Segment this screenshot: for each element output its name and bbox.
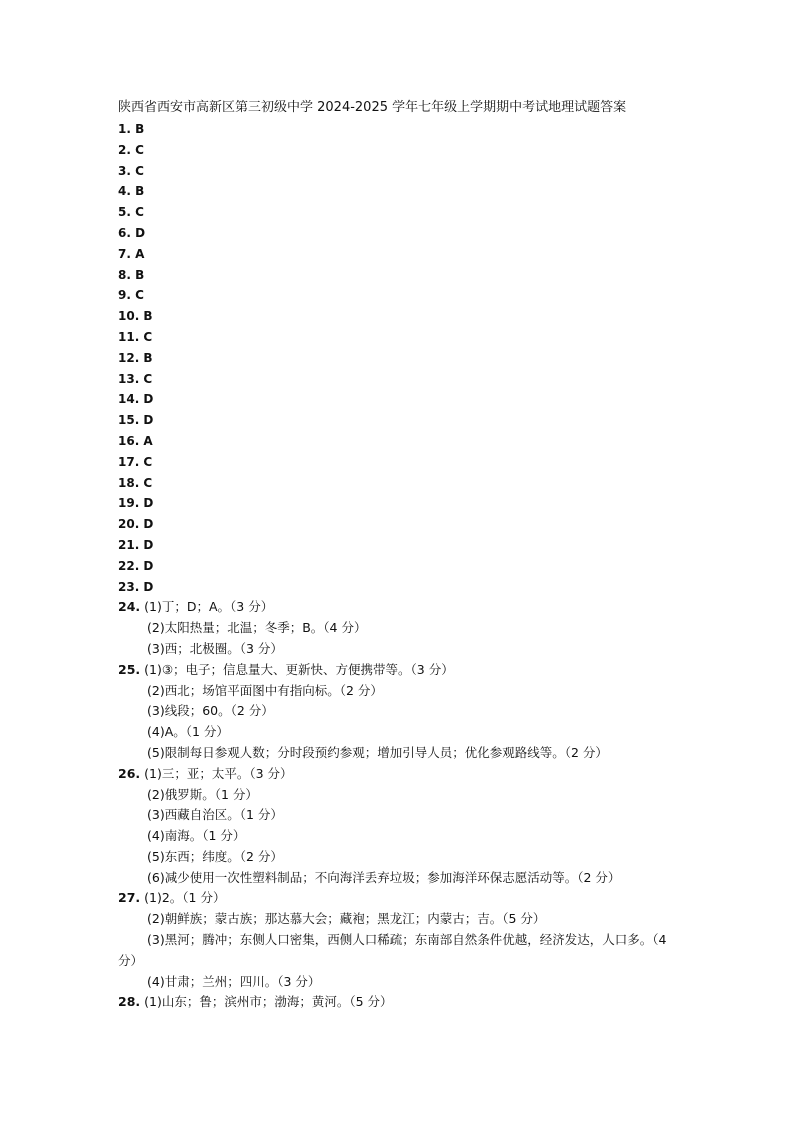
mc-answer-9: 9. C — [118, 288, 144, 303]
mc-answer-11: 11. C — [118, 329, 153, 344]
q27-part-4: (4)甘肃；兰州；四川。（3 分） — [147, 973, 321, 989]
q26-part-3: (3)西藏自治区。（1 分） — [147, 807, 283, 823]
mc-answer-4: 4. B — [118, 184, 145, 199]
q28-number: 28. — [118, 994, 141, 1010]
q26-part-5: (5)东西；纬度。（2 分） — [147, 848, 283, 864]
q25-part-5: (5)限制每日参观人数；分时段预约参观；增加引导人员；优化参观路线等。（2 分） — [147, 744, 608, 760]
q24-part-2: (2)太阳热量；北温；冬季；B。（4 分） — [147, 620, 367, 636]
mc-answer-8: 8. B — [118, 267, 145, 282]
q24-part-1-text: (1)丁；D；A。（3 分） — [144, 599, 274, 615]
q25-part-1 — [118, 660, 688, 681]
mc-answer-13: 13. C — [118, 371, 153, 386]
q27-part-2: (2)朝鲜族；蒙古族；那达慕大会；藏袍；黑龙江；内蒙古；吉。（5 分） — [147, 911, 546, 927]
mc-answer-15: 15. D — [118, 413, 154, 428]
q28-part-1 — [118, 992, 688, 1013]
q25-number: 25. — [118, 661, 141, 677]
mc-answer-19: 19. D — [118, 496, 154, 511]
mc-answer-6: 6. D — [118, 225, 146, 240]
q26-part-1 — [118, 764, 688, 785]
mc-answer-21: 21. D — [118, 537, 154, 552]
q24-number: 24. — [118, 599, 141, 615]
mc-answer-7: 7. A — [118, 246, 145, 261]
q25-part-1-text: (1)③；电子；信息量大、更新快、方便携带等。（3 分） — [144, 661, 454, 677]
q25-part-3: (3)线段；60。（2 分） — [147, 703, 274, 719]
q24-part-1 — [118, 597, 688, 618]
mc-answer-1: 1. B — [118, 122, 145, 136]
mc-answer-10: 10. B — [118, 309, 153, 324]
document-title: 陕西省西安市高新区第三初级中学 2024-2025 学年七年级上学期期中考试地理试题答案 — [118, 100, 627, 115]
q27-number: 27. — [118, 890, 141, 906]
q27-part-1-text: (1)2。（1 分） — [144, 890, 226, 906]
mc-answer-2: 2. C — [118, 142, 144, 157]
q27-part-1 — [118, 888, 688, 909]
mc-answer-16: 16. A — [118, 433, 153, 448]
q24-part-3: (3)西；北极圈。（3 分） — [147, 640, 283, 656]
q28-part-1-text: (1)山东；鲁；滨州市；渤海；黄河。（5 分） — [144, 994, 393, 1010]
mc-answer-22: 22. D — [118, 558, 154, 573]
q26-part-6: (6)减少使用一次性塑料制品；不向海洋丢弃垃圾；参加海洋环保志愿活动等。（2 分） — [147, 869, 621, 885]
mc-answer-14: 14. D — [118, 392, 154, 407]
q27-part-3: (3)黑河；腾冲；东侧人口密集，西侧人口稀疏；东南部自然条件优越，经济发达，人口多。（4 分） — [118, 932, 667, 968]
q25-part-4: (4)A。（1 分） — [147, 724, 229, 740]
q26-part-2: (2)俄罗斯。（1 分） — [147, 786, 258, 802]
mc-answer-18: 18. C — [118, 475, 153, 490]
mc-answer-23: 23. D — [118, 579, 154, 594]
q26-part-4: (4)南海。（1 分） — [147, 828, 246, 844]
mc-answer-20: 20. D — [118, 517, 154, 532]
q26-part-1-text: (1)三；亚；太平。（3 分） — [144, 765, 293, 781]
mc-answer-17: 17. C — [118, 454, 153, 469]
q26-number: 26. — [118, 765, 141, 781]
mc-answer-12: 12. B — [118, 350, 153, 365]
mc-answer-5: 5. C — [118, 205, 144, 220]
mc-answer-3: 3. C — [118, 163, 144, 178]
answer-list — [118, 119, 688, 1013]
q25-part-2: (2)西北；场馆平面图中有指向标。（2 分） — [147, 682, 383, 698]
